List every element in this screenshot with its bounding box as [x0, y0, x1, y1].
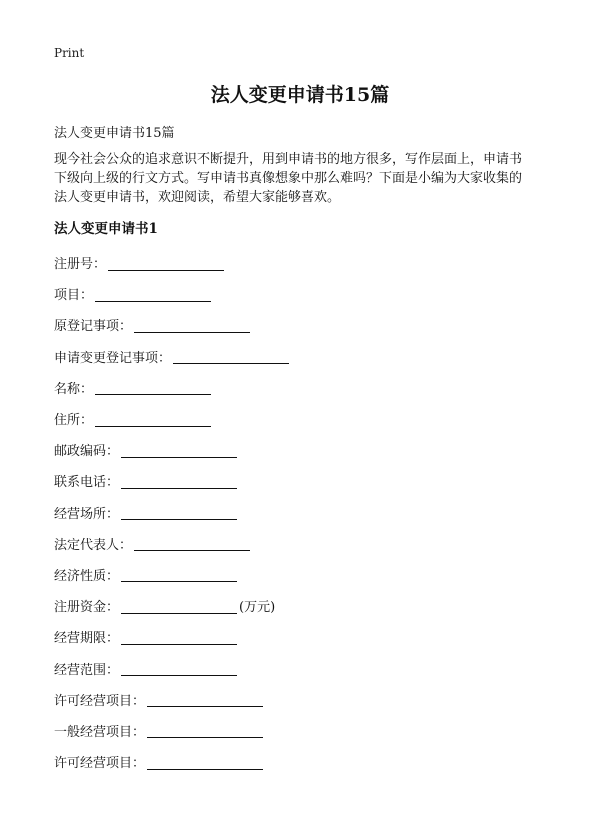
field-label: 注册资金：	[54, 600, 120, 616]
field-label: 原登记事项：	[54, 319, 133, 335]
field-label: 许可经营项目：	[54, 693, 146, 709]
field-label: 项目：	[54, 288, 94, 304]
intro-line: 法人变更申请书，欢迎阅读，希望大家能够喜欢。	[54, 190, 341, 205]
field-label: 法定代表人：	[54, 537, 133, 553]
blank-line	[95, 411, 211, 427]
field-row-registered-capital	[54, 590, 574, 621]
print-link[interactable]: Print	[54, 46, 85, 60]
field-row-name	[54, 372, 574, 403]
blank-line	[121, 473, 237, 489]
blank-line	[134, 317, 250, 333]
intro-paragraph	[54, 150, 554, 207]
field-row-requested-change	[54, 341, 574, 372]
blank-line	[173, 348, 289, 364]
field-label: 申请变更登记事项：	[54, 350, 172, 366]
blank-line	[147, 691, 263, 707]
field-row-phone	[54, 465, 574, 496]
blank-line	[108, 255, 224, 271]
field-row-general-business	[54, 715, 574, 746]
field-row-business-term	[54, 621, 574, 652]
blank-line	[121, 442, 237, 458]
blank-line	[121, 660, 237, 676]
field-row-registration-number	[54, 247, 574, 278]
document-subtitle: 法人变更申请书15篇	[54, 126, 175, 141]
field-row-economic-nature	[54, 559, 574, 590]
blank-line	[95, 379, 211, 395]
blank-line	[121, 598, 237, 614]
field-unit: (万元)	[239, 600, 276, 616]
field-label: 许可经营项目：	[54, 756, 146, 772]
blank-line	[134, 535, 250, 551]
field-label: 经济性质：	[54, 568, 120, 584]
field-row-postal-code	[54, 434, 574, 465]
field-row-address	[54, 403, 574, 434]
field-label: 一般经营项目：	[54, 724, 146, 740]
form-fields	[54, 247, 574, 777]
field-label: 住所：	[54, 413, 94, 429]
field-row-business-premises	[54, 497, 574, 528]
blank-line	[121, 566, 237, 582]
section-heading: 法人变更申请书1	[54, 221, 158, 237]
field-row-legal-representative	[54, 528, 574, 559]
field-label: 名称：	[54, 381, 94, 397]
field-label: 注册号：	[54, 257, 107, 273]
blank-line	[121, 629, 237, 645]
field-label: 经营范围：	[54, 662, 120, 678]
field-label: 联系电话：	[54, 475, 120, 491]
intro-line: 现今社会公众的追求意识不断提升，用到申请书的地方很多，写作层面上，申请书	[54, 152, 523, 167]
field-row-business-scope	[54, 652, 574, 683]
blank-line	[147, 722, 263, 738]
blank-line	[95, 286, 211, 302]
field-label: 邮政编码：	[54, 444, 120, 460]
field-row-licensed-business-2	[54, 746, 574, 777]
field-row-original-registration	[54, 309, 574, 340]
intro-line: 下级向上级的行文方式。写申请书真像想象中那么难吗？下面是小编为大家收集的	[54, 171, 523, 186]
document-title: 法人变更申请书15篇	[210, 84, 390, 106]
field-label: 经营场所：	[54, 506, 120, 522]
field-label: 经营期限：	[54, 631, 120, 647]
field-row-item	[54, 278, 574, 309]
field-row-licensed-business	[54, 684, 574, 715]
blank-line	[147, 754, 263, 770]
blank-line	[121, 504, 237, 520]
